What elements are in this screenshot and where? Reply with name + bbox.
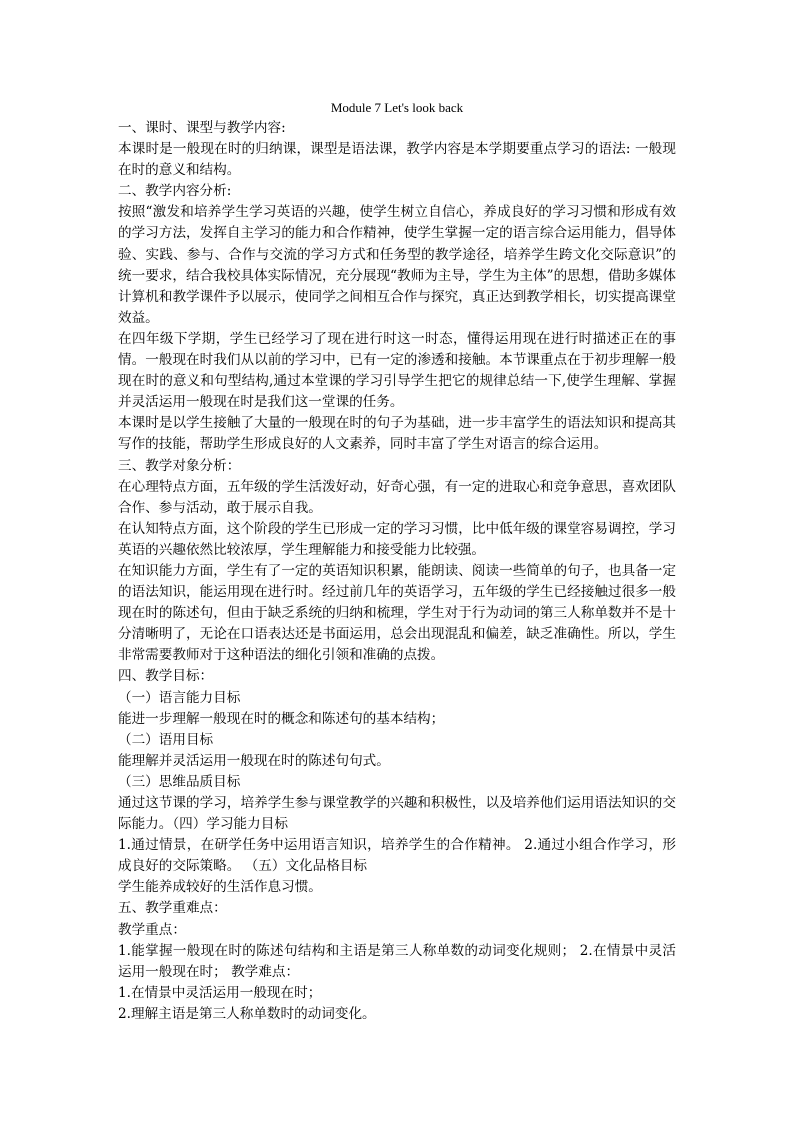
- section-heading: 五、教学重难点：: [118, 900, 227, 917]
- paragraph: 在知识能力方面，学生有了一定的英语知识积累，能朗读、阅读一些简单的句子，也具备一定的语法知识，能运用现在进行时。经过前几年的英语学习，五年级的学生已经接触过很多一般现在时的陈述句，但由于缺乏系统的归纳和梳理，学生对于行为动词的第三人称单数并不是十分清晰明了，无论在口语表达还是书面运用，总会出现混乱和偏差，缺乏准确性。所以，学生非常需要教师对于这种语法的细化引领和准确的点拨。: [118, 562, 676, 664]
- section-heading: 三、教学对象分析：: [118, 457, 241, 474]
- paragraph: 1.能掌握一般现在时的陈述句结构和主语是第三人称单数的动词变化规则； 2.在情景中灵活运用一般现在时； 教学难点：: [118, 942, 676, 980]
- paragraph: 在心理特点方面，五年级的学生活泼好动，好奇心强，有一定的进取心和竞争意思，喜欢团队合作、参与活动，敢于展示自我。: [118, 478, 676, 516]
- section-heading: 一、课时、课型与教学内容:: [118, 120, 286, 136]
- paragraph: 按照“激发和培养学生学习英语的兴趣，使学生树立自信心，养成良好的学习习惯和形成有效的学习方法，发挥自主学习的能力和合作精神，使学生掌握一定的语言综合运用能力，倡导体验、实践、参与、合作与交流的学习方式和任务型的教学途径，培养学生跨文化交际意识”的统一要求，结合我校具体实际情况，充分展现“教师为主导，学生为主体”的思想，借助多媒体计算机和教学课件予以展示，使同学之间相互合作与探究，真正达到教学相长，切实提高课堂效益。: [118, 204, 676, 326]
- paragraph: 2.理解主语是第三人称单数时的动词变化。: [118, 1005, 376, 1022]
- document-page: [118, 97, 676, 1025]
- paragraph: 能进一步理解一般现在时的概念和陈述句的基本结构；: [118, 710, 445, 727]
- paragraph: 学生能养成较好的生活作息习惯。: [118, 879, 322, 896]
- paragraph: 本课时是以学生接触了大量的一般现在时的句子为基础，进一步丰富学生的语法知识和提高其写作的技能，帮助学生形成良好的人文素养，同时丰富了学生对语言的综合运用。: [118, 415, 676, 453]
- paragraph: 通过这节课的学习，培养学生参与课堂教学的兴趣和积极性，以及培养他们运用语法知识的交际能力。（四）学习能力目标: [118, 795, 676, 833]
- subsection-heading: （二）语用目标: [118, 731, 214, 748]
- section-heading: 二、教学内容分析:: [118, 183, 232, 200]
- paragraph: 1.在情景中灵活运用一般现在时；: [118, 984, 322, 1001]
- paragraph: 在四年级下学期，学生已经学习了现在进行时这一时态，懂得运用现在进行时描述正在的事情。一般现在时我们从以前的学习中，已有一定的渗透和接触。本节课重点在于初步理解一般现在时的意义和句型结构,通过本堂课的学习引导学生把它的规律总结一下,使学生理解、掌握并灵活运用一般现在时是我们这一堂课的任务。: [118, 330, 676, 411]
- paragraph: 在认知特点方面，这个阶段的学生已形成一定的学习习惯，比中低年级的课堂容易调控，学习英语的兴趣依然比较浓厚，学生理解能力和接受能力比较强。: [118, 520, 676, 558]
- section-heading: 四、教学目标：: [118, 668, 214, 685]
- paragraph: 1.通过情景，在研学任务中运用语言知识，培养学生的合作精神。 2.通过小组合作学习，形成良好的交际策略。 （五）文化品格目标: [118, 837, 676, 875]
- subsection-heading: 教学重点：: [118, 921, 186, 938]
- document-title: Module 7 Let's look back: [330, 100, 464, 115]
- paragraph: 能理解并灵活运用一般现在时的陈述句句式。: [118, 752, 390, 769]
- subsection-heading: （三）思维品质目标: [118, 773, 241, 790]
- paragraph: 本课时是一般现在时的归纳课，课型是语法课，教学内容是本学期要重点学习的语法: 一般现在时的意义和结构。: [118, 141, 676, 179]
- subsection-heading: （一）语言能力目标: [118, 689, 241, 706]
